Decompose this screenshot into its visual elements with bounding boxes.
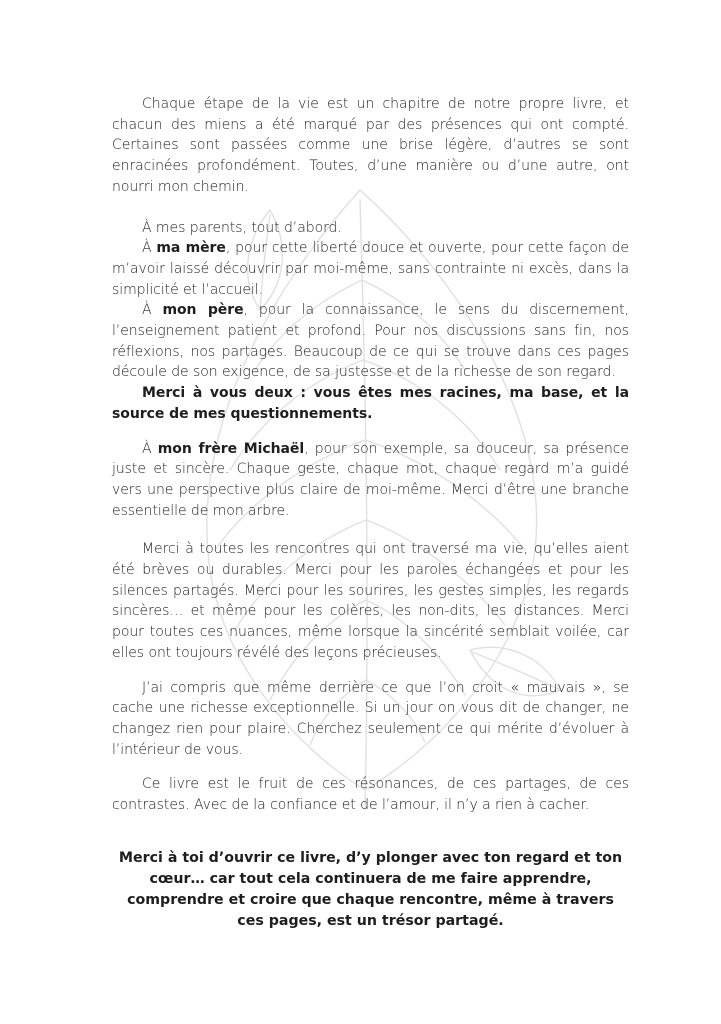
paragraph-pere [112, 300, 629, 383]
paragraph-mere [112, 238, 629, 300]
paragraph-intro: Chaque étape de la vie est un chapitre de notre propre livre, et chacun des miens a été marqué par des présences qui ont compté. Certaines sont passées comme une brise légère, d’autres se sont enracinées profondément. Toutes, d’une manière ou d’une autre, ont nourri mon chemin. [112, 96, 629, 195]
closing-dedication: Merci à toi d’ouvrir ce livre, d’y plonger avec ton regard et ton cœur… car tout cela continuera de me faire apprendre, comprendre et croire que chaque rencontre, même à travers ces pages, est un trésor partagé. [118, 850, 623, 929]
paragraph-livre: Ce livre est le fruit de ces résonances, de ces partages, de ces contrastes. Avec de la confiance et de l’amour, il n’y a rien à cacher. [112, 776, 629, 814]
pere-name: mon père [162, 302, 244, 319]
acknowledgements-body [112, 94, 629, 816]
mere-text: , pour cette liberté douce et ouverte, pour cette façon de m’avoir laissé découvrir par moi-même, sans contrainte ni excès, dans la simplicité et l’accueil. [112, 240, 629, 298]
frere-prefix: À [142, 440, 158, 457]
frere-text: , pour son exemple, sa douceur, sa présence juste et sincère. Chaque geste, chaque mot, chaque regard m’a guidé vers une perspective plus claire de moi-même. Merci d’être une branche essentielle de mon arbre. [112, 440, 629, 519]
paragraph-merci-deux: Merci à vous deux : vous êtes mes racines, ma base, et la source de mes questionnements. [112, 385, 629, 422]
pere-text: , pour la connaissance, le sens du discernement, l’enseignement patient et profond. Pour nos discussions sans fin, nos réflexions, nos partages. Beaucoup de ce qui se trouve dans ces pages découle de son exigence, de sa justesse et de la richesse de son regard. [112, 302, 629, 381]
frere-name: mon frère Michaël [157, 440, 305, 457]
paragraph-parents: À mes parents, tout d’abord. [142, 219, 342, 236]
pere-prefix: À [142, 302, 163, 319]
mere-prefix: À [142, 240, 157, 257]
paragraph-rencontres: Merci à toutes les rencontres qui ont traversé ma vie, qu’elles aient été brèves ou durables. Merci pour les paroles échangées et pour les silences partagés. Merci pour les sourires, les gestes simples, les regards sincères… et même pour les colères, les non-dits, les distances. Merci pour toutes ces nuances, même lorsque la sincérité semblait voilée, car elles ont toujours révélé des leçons précieuses. [112, 541, 629, 661]
paragraph-mauvais: J’ai compris que même derrière ce que l’on croit « mauvais », se cache une richesse exceptionnelle. Si un jour on vous dit de changer, ne changez rien pour plaire. Cherchez seulement ce qui mérite d’évoluer à l’intérieur de vous. [112, 679, 629, 758]
paragraph-frere [112, 439, 629, 522]
mere-name: ma mère [156, 240, 226, 257]
